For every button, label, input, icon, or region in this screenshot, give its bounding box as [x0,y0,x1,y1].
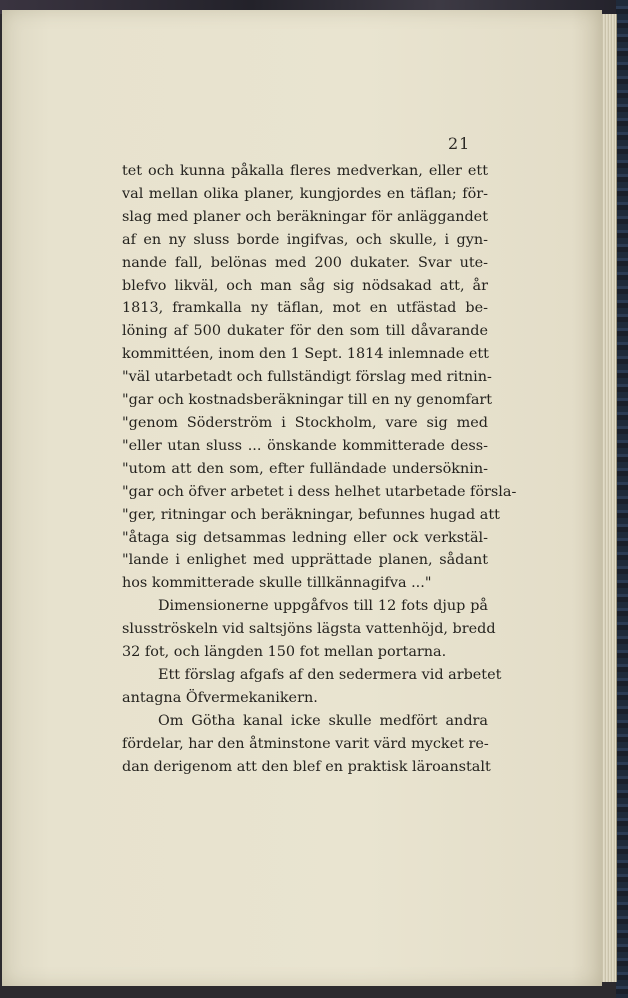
text-line: Om Götha kanal icke skulle medfört andra [158,712,488,729]
text-line: antagna Öfvermekanikern. [122,689,318,706]
text-line: blefvo likväl, och man såg sig nödsakad att, år [122,277,488,294]
text-line: slag med planer och beräkningar för anläggandet [122,208,488,225]
text-line: "gar och öfver arbetet i dess helhet utarbetade försla- [122,483,517,500]
book-cover-edge [616,0,628,998]
page-body-text [122,160,517,778]
text-line: kommittéen, inom den 1 Sept. 1814 inlemnade ett [122,346,489,363]
text-line: "ger, ritningar och beräkningar, befunnes hugad att [122,506,500,523]
text-line: löning af 500 dukater för den som till dåvarande [122,323,488,340]
text-line: hos kommitterade skulle tillkännagifva ..." [122,575,432,592]
text-line: "väl utarbetadt och fullständigt förslag med ritnin- [122,369,492,386]
text-line: nande fall, belönas med 200 dukater. Svar ute- [122,254,488,271]
text-line: val mellan olika planer, kungjordes en täflan; för- [122,185,488,202]
page-number: 21 [448,134,471,153]
text-line: "lande i enlighet med upprättade planen, sådant [122,552,488,569]
text-line: af en ny sluss borde ingifvas, och skulle, i gyn- [122,231,488,248]
text-line: "åtaga sig detsammas ledning eller ock verkstäl- [122,529,488,546]
text-line: "gar och kostnadsberäkningar till en ny genomfart [122,392,493,409]
text-line: 32 fot, och längden 150 fot mellan portarna. [122,644,447,661]
text-line: Dimensionerne uppgåfvos till 12 fots djup på [158,598,488,615]
text-line: slusströskeln vid saltsjöns lägsta vattenhöjd, bredd [122,621,496,638]
text-line: fördelar, har den åtminstone varit värd mycket re- [122,735,489,752]
text-line: Ett förslag afgafs af den sedermera vid arbetet [158,666,502,683]
text-line: tet och kunna påkalla fleres medverkan, eller ett [122,163,488,179]
text-line: dan derigenom att den blef en praktisk läroanstalt [122,758,491,775]
text-line: "genom Söderström i Stockholm, vare sig med [122,414,488,431]
text-line: "utom att den som, efter fulländade undersöknin- [122,460,488,477]
text-line: 1813, framkalla ny täflan, mot en utfästad be- [122,300,488,317]
text-line: "eller utan sluss ... önskande kommitterade dess- [122,437,488,454]
